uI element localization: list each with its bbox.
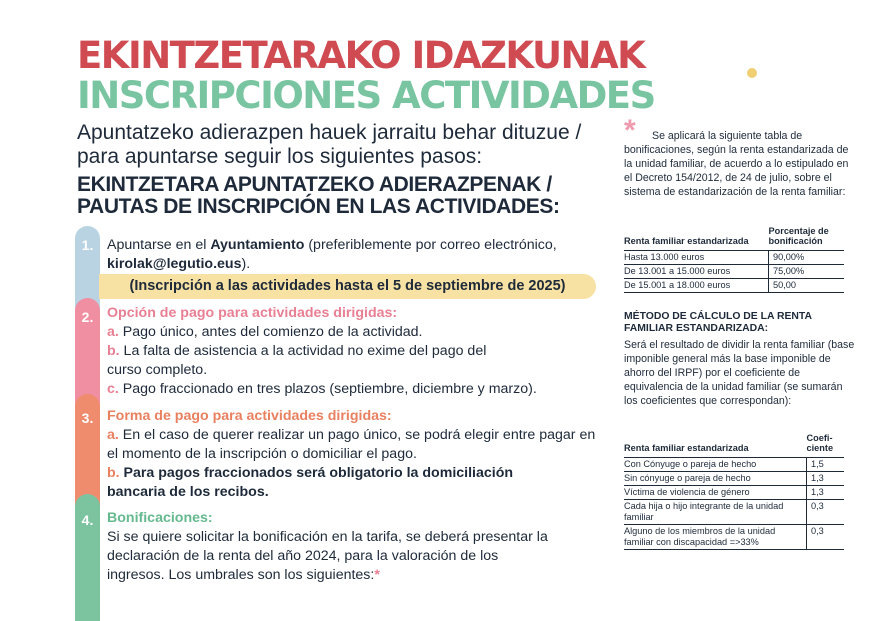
step-3-heading: Forma de pago para actividades dirigidas: bbox=[107, 408, 392, 424]
step-2-item-b: b. La falta de asistencia a la actividad no exime del pago del curso completo. bbox=[107, 343, 487, 378]
table-row: De 13.001 a 15.000 euros 75,00% bbox=[624, 265, 844, 279]
ayuntamiento-label: Ayuntamiento bbox=[210, 237, 305, 253]
step-4-text: Si se quiere solicitar la bonificación en la tarifa, se deberá presentar la declaración de la renta del año 2024, para la valoración de los ingresos. Los umbrales son los siguientes:* bbox=[107, 529, 548, 583]
intro-text: Apuntatzeko adierazpen hauek jarraitu behar dituzue / para apuntarse seguir los siguientes pasos: bbox=[77, 121, 582, 168]
subheading: EKINTZETARA APUNTATZEKO ADIERAZPENAK / PAUTAS DE INSCRIPCIÓN EN LAS ACTIVIDADES: bbox=[77, 173, 560, 218]
step-3-number: 3. bbox=[81, 410, 94, 426]
asterisk-icon: * bbox=[624, 114, 636, 147]
step-4-number: 4. bbox=[81, 512, 94, 528]
table-header: Renta familiar estandarizada bbox=[624, 433, 807, 458]
step-2-heading: Opción de pago para actividades dirigidas: bbox=[107, 305, 398, 321]
coefficient-table bbox=[624, 433, 844, 550]
step-3-item-b: b. Para pagos fraccionados será obligatorio la domiciliación bancaria de los recibos. bbox=[107, 465, 514, 500]
decorative-dot bbox=[747, 68, 757, 78]
table-header: Renta familiar estandarizada bbox=[624, 226, 769, 251]
step-1-number: 1. bbox=[81, 237, 94, 253]
method-body: Será el resultado de dividir la renta familiar (base imponible general más la base imponible de ahorro del IRPF) por el coeficiente de equivalencia de la unidad familiar (se sumarán los coeficientes que correspondan): bbox=[624, 339, 855, 407]
step-2-item-a: a. Pago único, antes del comienzo de la actividad. bbox=[107, 324, 423, 340]
title-spanish: INSCRIPCIONES ACTIVIDADES bbox=[77, 74, 655, 117]
table-row: Alguno de los miembros de la unidad familiar con discapacidad =>33% 0,3 bbox=[624, 525, 844, 550]
step-3-content bbox=[107, 407, 597, 502]
step-2-item-c: c. Pago fraccionado en tres plazos (septiembre, diciembre y marzo). bbox=[107, 381, 537, 397]
table-row: De 15.001 a 18.000 euros 50,00 bbox=[624, 279, 844, 293]
table-row: Hasta 13.000 euros 90,00% bbox=[624, 251, 844, 265]
table-row: Con Cónyuge o pareja de hecho 1,5 bbox=[624, 458, 844, 472]
bonus-table bbox=[624, 226, 844, 293]
method-heading: MÉTODO DE CÁLCULO DE LA RENTA FAMILIAR ESTANDARIZADA: bbox=[624, 311, 812, 334]
email-link[interactable]: kirolak@legutio.eus bbox=[107, 256, 242, 272]
table-row: Sin cónyuge o pareja de hecho 1,3 bbox=[624, 472, 844, 486]
table-row: Cada hija o hijo integrante de la unidad familiar 0,3 bbox=[624, 500, 844, 525]
step-4-content bbox=[107, 509, 597, 585]
deadline-highlight: (Inscripción a las actividades hasta el 5 de septiembre de 2025) bbox=[99, 274, 596, 299]
table-header: Porcentaje de bonificación bbox=[769, 226, 845, 251]
step-3-item-a: a. En el caso de querer realizar un pago único, se podrá elegir entre pagar en el momento de la inscripción o domiciliar el pago. bbox=[107, 427, 596, 462]
table-row: Víctima de violencia de género 1,3 bbox=[624, 486, 844, 500]
table-header: Coefi-ciente bbox=[807, 433, 845, 458]
step-2-content bbox=[107, 304, 597, 399]
step-4-heading: Bonificaciones: bbox=[107, 510, 213, 526]
step-1-content: Apuntarse en el Ayuntamiento (preferiblemente por correo electrónico, kirolak@legutio.eus). bbox=[107, 237, 557, 272]
title-basque: EKINTZETARAKO IDAZKUNAK bbox=[77, 34, 645, 77]
step-2-number: 2. bbox=[81, 309, 94, 325]
asterisk-marker: * bbox=[374, 567, 380, 583]
bonus-note: Se aplicará la siguiente tabla de bonificaciones, según la renta estandarizada de la unidad familiar, de acuerdo a lo estipulado en el Decreto 154/2012, de 24 de julio, sobre el sistema de estandarización de la renta familiar: bbox=[624, 130, 849, 198]
